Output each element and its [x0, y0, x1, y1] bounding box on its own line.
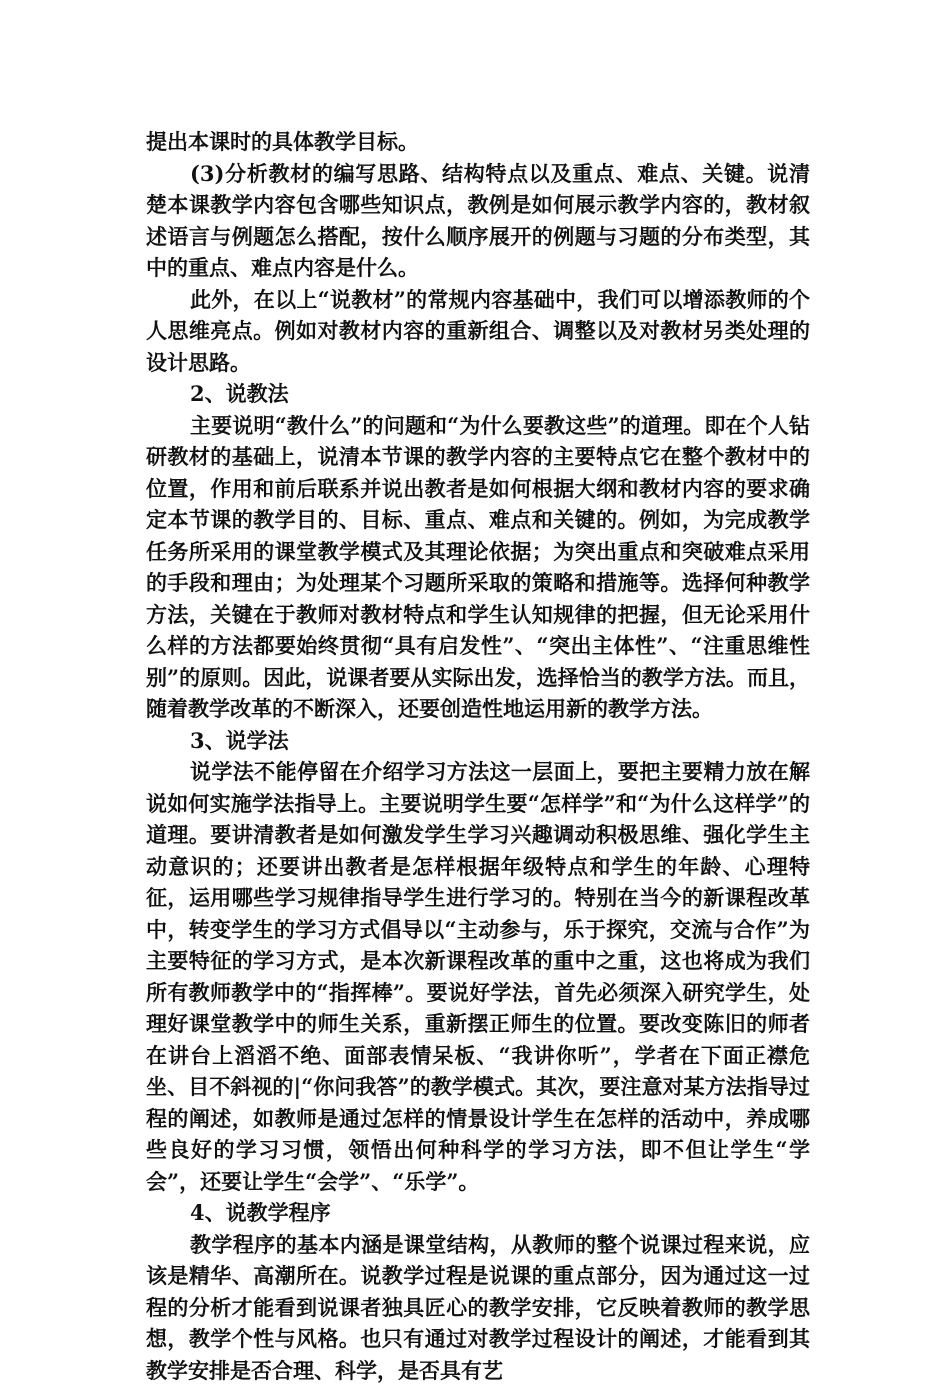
- paragraph-teaching-procedure: 教学程序的基本内涵是课堂结构，从教师的整个说课过程来说，应该是精华、高潮所在。说教学过程是说课的重点部分，因为通过这一过程的分析才能看到说课者独具匠心的教学安排，它反映着教师的教学思想，教学个性与风格。也只有通过对教学过程设计的阐述，才能看到其教学安排是否合理、科学，是否具有艺: [146, 1229, 810, 1386]
- paragraph-learning-method: 说学法不能停留在介绍学习方法这一层面上，要把主要精力放在解说如何实施学法指导上。主要说明学生要“怎样学”和“为什么这样学”的道理。要讲清教者是如何激发学生学习兴趣调动积极思维、强化学生主动意识的；还要讲出教者是怎样根据年级特点和学生的年龄、心理特征，运用哪些学习规律指导学生进行学习的。特别在当今的新课程改革中，转变学生的学习方式倡导以“主动参与，乐于探究，交流与合作”为主要特征的学习方式，是本次新课程改革的重中之重，这也将成为我们所有教师教学中的“指挥棒”。要说好学法，首先必须深入研究学生，处理好课堂教学中的师生关系，重新摆正师生的位置。要改变陈旧的师者在讲台上滔滔不绝、面部表情呆板、“我讲你听”，学者在下面正襟危坐、目不斜视的|“你问我答”的教学模式。其次，要注意对某方法指导过程的阐述，如教师是通过怎样的情景设计学生在怎样的活动中，养成哪些良好的学习习惯，领悟出何种科学的学习方法，即不但让学生“学会”，还要让学生“会学”、“乐学”。: [146, 756, 810, 1197]
- paragraph-additional-highlights: 此外，在以上“说教材”的常规内容基础中，我们可以增添教师的个人思维亮点。例如对教材内容的重新组合、调整以及对教材另类处理的设计思路。: [146, 284, 810, 379]
- paragraph-objectives-end: 提出本课时的具体教学目标。: [146, 126, 810, 158]
- paragraph-teaching-method: 主要说明“教什么”的问题和“为什么要教这些”的道理。即在个人钻研教材的基础上，说清本节课的教学内容的主要特点它在整个教材中的位置，作用和前后联系并说出教者是如何根据大纲和教材内容的要求确定本节课的教学目的、目标、重点、难点和关键的。例如，为完成教学任务所采用的课堂教学模式及其理论依据；为突出重点和突破难点采用的手段和理由；为处理某个习题所采取的策略和措施等。选择何种教学方法，关键在于教师对教材特点和学生认知规律的把握，但无论采用什么样的方法都要始终贯彻“具有启发性”、“突出主体性”、“注重思维性别”的原则。因此，说课者要从实际出发，选择恰当的教学方法。而且，随着教学改革的不断深入，还要创造性地运用新的教学方法。: [146, 410, 810, 725]
- heading-teaching-method: 2、说教法: [146, 378, 810, 410]
- heading-learning-method: 3、说学法: [146, 725, 810, 757]
- heading-teaching-procedure: 4、说教学程序: [146, 1197, 810, 1229]
- document-body: [146, 126, 810, 1386]
- paragraph-analyze-textbook: (3)分析教材的编写思路、结构特点以及重点、难点、关键。说清楚本课教学内容包含哪些知识点，教例是如何展示教学内容的，教材叙述语言与例题怎么搭配，按什么顺序展开的例题与习题的分布类型，其中的重点、难点内容是什么。: [146, 158, 810, 284]
